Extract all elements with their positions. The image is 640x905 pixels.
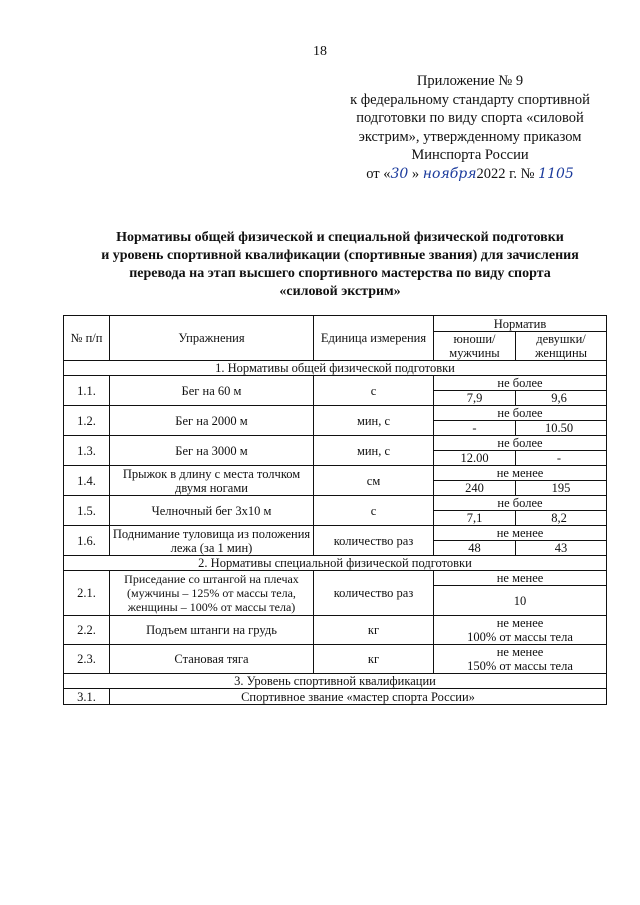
header-unit: Единица измерения [314,316,434,361]
order-number: 1105 [538,165,574,182]
row-condition: не более [434,496,607,511]
header-norm: Норматив [434,316,607,332]
qualification-text: Спортивное звание «мастер спорта России» [110,689,607,705]
row-num: 1.1. [64,376,110,406]
row-unit: кг [314,645,434,674]
appendix-block [330,72,610,184]
row-value: 10 [434,586,607,616]
row-unit: с [314,376,434,406]
row-num: 2.1. [64,571,110,616]
order-line [330,165,610,184]
row-num: 1.4. [64,466,110,496]
section-heading: 2. Нормативы специальной физической подготовки [64,556,607,571]
header-female: девушки/ женщины [516,332,607,361]
row-unit: мин, с [314,406,434,436]
row-female: 9,6 [516,391,607,406]
row-unit: см [314,466,434,496]
row-num: 2.2. [64,616,110,645]
row-male: 12.00 [434,451,516,466]
row-male: 48 [434,541,516,556]
appendix-line: к федеральному стандарту спортивной [350,91,590,108]
row-female: 10.50 [516,421,607,436]
appendix-title: Приложение № 9 [416,73,524,89]
row-exercise: Бег на 2000 м [110,406,314,436]
order-mid: » [408,165,423,182]
row-num: 1.5. [64,496,110,526]
row-female: - [516,451,607,466]
row-exercise: Бег на 3000 м [110,436,314,466]
row-num: 2.3. [64,645,110,674]
row-unit: кг [314,616,434,645]
row-exercise: Челночный бег 3х10 м [110,496,314,526]
row-exercise: Приседание со штангой на плечах (мужчины – 125% от массы тела, женщины – 100% от массы тела) [110,571,314,616]
order-prefix: от « [366,165,391,182]
row-num: 3.1. [64,689,110,705]
row-condition: не менее [434,526,607,541]
order-day: 30 [390,165,409,182]
row-num: 1.6. [64,526,110,556]
row-male: 7,9 [434,391,516,406]
section-heading: 3. Уровень спортивной квалификации [64,674,607,689]
row-value: 100% от массы тела [434,630,607,645]
norms-table [63,315,607,705]
title-line: перевода на этап высшего спортивного мастерства по виду спорта [129,266,551,281]
row-condition: не менее [434,571,607,586]
row-exercise: Прыжок в длину с места толчком двумя ногами [110,466,314,496]
title-line: Нормативы общей физической и специальной физической подготовки [116,230,564,245]
row-exercise: Поднимание туловища из положения лежа (за 1 мин) [110,526,314,556]
row-condition: не более [434,406,607,421]
row-condition: не более [434,376,607,391]
row-condition: не более [434,436,607,451]
section-heading: 1. Нормативы общей физической подготовки [64,361,607,376]
row-male: 7,1 [434,511,516,526]
row-unit: количество раз [314,526,434,556]
row-exercise: Бег на 60 м [110,376,314,406]
row-unit: с [314,496,434,526]
appendix-line: экстрим», утвержденному приказом [358,128,582,145]
row-num: 1.2. [64,406,110,436]
order-month: ноября [422,165,477,182]
row-unit: мин, с [314,436,434,466]
row-condition: не менее [434,616,607,631]
row-exercise: Подъем штанги на грудь [110,616,314,645]
row-condition: не менее [434,466,607,481]
order-year: 2022 г. № [476,165,539,182]
row-condition: не менее [434,645,607,660]
row-female: 8,2 [516,511,607,526]
header-exercise: Упражнения [110,316,314,361]
appendix-line: Минспорта России [411,147,529,164]
row-unit: количество раз [314,571,434,616]
row-female: 195 [516,481,607,496]
row-male: 240 [434,481,516,496]
header-num: № п/п [64,316,110,361]
title-line: и уровень спортивной квалификации (спортивные звания) для зачисления [101,248,579,263]
header-male: юноши/ мужчины [434,332,516,361]
title-line: «силовой экстрим» [279,284,401,299]
document-title [60,229,620,301]
row-exercise: Становая тяга [110,645,314,674]
row-female: 43 [516,541,607,556]
row-male: - [434,421,516,436]
appendix-line: подготовки по виду спорта «силовой [356,110,584,127]
row-value: 150% от массы тела [434,659,607,674]
page-number: 18 [313,44,327,59]
row-num: 1.3. [64,436,110,466]
